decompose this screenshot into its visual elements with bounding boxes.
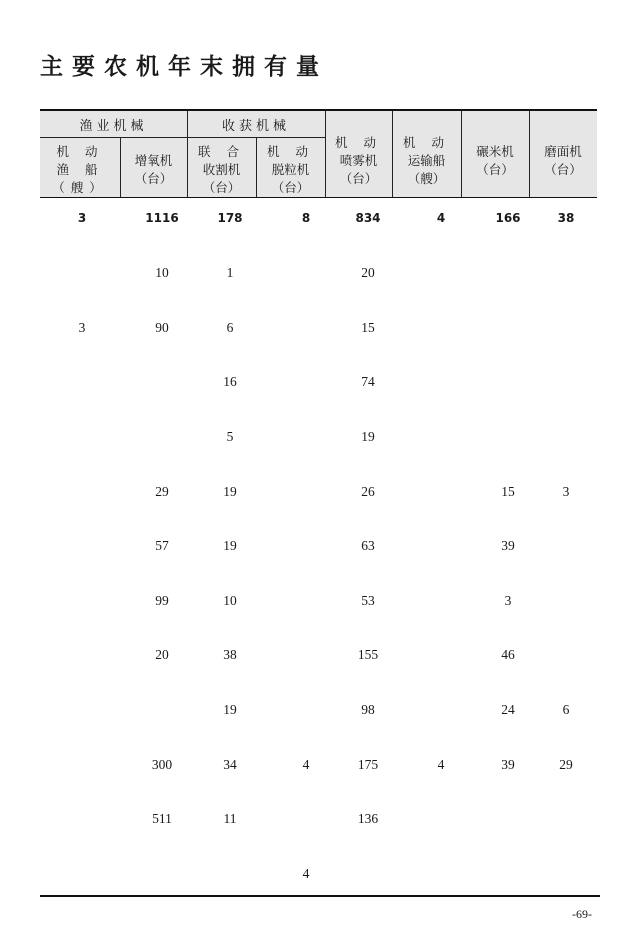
table-cell: 29 (559, 757, 573, 772)
table-cell: 155 (357, 647, 379, 662)
table-cell: 20 (155, 647, 169, 662)
table-cell: 1116 (145, 211, 179, 225)
table-cell: 99 (155, 593, 169, 608)
table-cell: 39 (501, 538, 515, 553)
table-cell: 29 (155, 484, 169, 499)
table-cell: 4 (302, 866, 310, 881)
header-motor-fishing-boat: 机 动 渔 船 （艘） (52, 144, 108, 195)
table-cell: 178 (217, 211, 243, 225)
table-cell: 34 (223, 757, 237, 772)
table-cell: 4 (437, 757, 445, 772)
table-cell: 39 (501, 757, 515, 772)
table-cell: 38 (223, 647, 237, 662)
table-cell: 3 (78, 320, 86, 335)
header-motor-sprayer: 机 动 喷雾机 （台） (335, 135, 382, 186)
table-cell: 175 (357, 757, 379, 772)
table-cell: 57 (155, 538, 169, 553)
group-fishery-machinery: 渔业机械 (79, 119, 148, 134)
table-cell: 6 (226, 320, 234, 335)
table-cell: 10 (155, 265, 169, 280)
table-cell: 63 (361, 538, 375, 553)
table-cell: 3 (504, 593, 512, 608)
header-rice-mill: 碾米机 （台） (476, 144, 514, 177)
table-cell: 6 (562, 702, 570, 717)
header-combine-harvester: 联 合 收割机 （台） (198, 144, 245, 195)
table-cell: 834 (355, 211, 381, 225)
table-cell: 15 (501, 484, 515, 499)
table-cell: 15 (361, 320, 375, 335)
table-cell: 1 (226, 265, 234, 280)
table-cell: 53 (361, 593, 375, 608)
table-cell: 19 (361, 429, 375, 444)
group-harvest-machinery: 收获机械 (221, 119, 290, 134)
table-cell: 98 (361, 702, 375, 717)
table-header (40, 109, 597, 198)
table-cell: 19 (223, 702, 237, 717)
table-cell: 136 (357, 811, 379, 826)
table-cell: 74 (361, 374, 375, 389)
table-cell: 511 (152, 811, 172, 826)
table-cell: 46 (501, 647, 515, 662)
table-cell: 166 (495, 211, 521, 225)
table-cell: 3 (562, 484, 570, 499)
table-cell: 10 (223, 593, 237, 608)
table-cell: 38 (557, 211, 575, 225)
table-cell: 26 (361, 484, 375, 499)
table-cell: 4 (436, 211, 446, 225)
table-cell: 20 (361, 265, 375, 280)
table-cell: 19 (223, 538, 237, 553)
table-cell: 19 (223, 484, 237, 499)
table-cell: 5 (226, 429, 234, 444)
header-motor-thresher: 机 动 脱粒机 （台） (267, 144, 314, 195)
table-cell: 16 (223, 374, 237, 389)
table-cell: 24 (501, 702, 515, 717)
table-cell: 3 (77, 211, 87, 225)
table-cell: 8 (301, 211, 311, 225)
header-aerator: 增氧机 （台） (134, 153, 173, 186)
table-cell: 11 (223, 811, 237, 826)
table-cell: 90 (155, 320, 169, 335)
table-cell: 4 (302, 757, 310, 772)
bottom-rule (40, 895, 600, 897)
page-title: 主要农机年末拥有量 (40, 53, 328, 80)
table-cell: 300 (151, 757, 173, 772)
page-number: -69- (572, 907, 592, 921)
header-flour-mill: 磨面机 （台） (544, 144, 582, 177)
header-motor-transport-boat: 机 动 运输船 （艘） (403, 135, 450, 186)
